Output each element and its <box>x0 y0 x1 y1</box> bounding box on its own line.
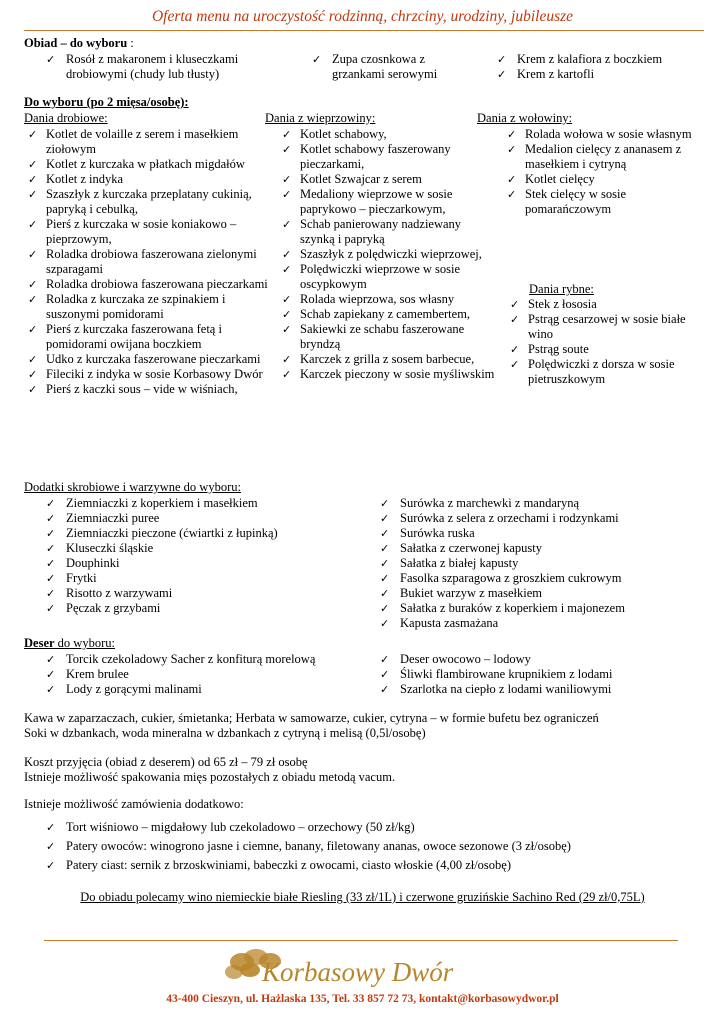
wolowe-list <box>503 127 703 217</box>
list-item <box>358 652 708 667</box>
check-icon: ✓ <box>46 572 56 585</box>
list-item-text: Kotlet schabowy, <box>300 127 387 141</box>
title-divider <box>24 30 704 31</box>
list-item <box>358 586 708 601</box>
list-item <box>278 367 498 382</box>
check-icon: ✓ <box>46 542 56 555</box>
list-item-text: Zupa czosnkowa z grzankami serowymi <box>332 52 438 81</box>
list-item-text: Polędwiczki wieprzowe w sosie oscypkowym <box>300 262 461 291</box>
list-item <box>24 322 269 352</box>
list-item <box>278 307 498 322</box>
check-icon: ✓ <box>28 293 38 306</box>
list-item <box>278 172 498 187</box>
check-icon: ✓ <box>380 572 390 585</box>
footer-address: 43-400 Cieszyn, ul. Hażlaska 135, Tel. 33 857 72 73, kontakt@korbasowydwor.pl <box>166 993 559 1005</box>
check-icon: ✓ <box>507 188 517 201</box>
check-icon: ✓ <box>28 278 38 291</box>
deser-heading <box>24 636 115 651</box>
list-item <box>278 292 498 307</box>
list-item-text: Frytki <box>66 571 97 585</box>
list-item <box>358 682 708 697</box>
check-icon: ✓ <box>282 293 292 306</box>
list-item-text: Kotlet de volaille z serem i masełkiem ziołowym <box>46 127 239 156</box>
check-icon: ✓ <box>312 53 322 66</box>
check-icon: ✓ <box>28 248 38 261</box>
list-item <box>358 667 708 682</box>
list-item-text: Roladka drobiowa faszerowana pieczarkami <box>46 277 268 291</box>
list-item <box>278 142 498 172</box>
check-icon: ✓ <box>282 263 292 276</box>
list-item <box>506 312 706 342</box>
check-icon: ✓ <box>46 840 56 853</box>
check-icon: ✓ <box>510 358 520 371</box>
list-item <box>358 571 708 586</box>
check-icon: ✓ <box>46 683 56 696</box>
list-item <box>278 262 498 292</box>
list-item <box>24 352 269 367</box>
dodatki-heading: Dodatki skrobiowe i warzywne do wyboru: <box>24 480 241 494</box>
list-item <box>278 247 498 262</box>
check-icon: ✓ <box>380 542 390 555</box>
footer-divider <box>44 940 678 941</box>
list-item-text: Patery owoców: winogrono jasne i ciemne, banany, filetowany ananas, owoce sezonowe (3 zł/osobę) <box>66 839 571 853</box>
list-item-text: Karczek pieczony w sosie myśliwskim <box>300 367 495 381</box>
check-icon: ✓ <box>507 128 517 141</box>
list-item-text: Risotto z warzywami <box>66 586 173 600</box>
wine-recommendation: Do obiadu polecamy wino niemieckie białe Riesling (33 zł/1L) i czerwone gruzińskie Sachino Red (29 zł/0,75L) <box>80 890 645 904</box>
list-item <box>24 367 269 382</box>
list-item-text: Stek z łososia <box>528 297 597 311</box>
list-item <box>506 357 706 387</box>
list-item <box>24 217 269 247</box>
check-icon: ✓ <box>28 383 38 396</box>
rybne-list <box>506 297 706 387</box>
check-icon: ✓ <box>46 668 56 681</box>
check-icon: ✓ <box>282 173 292 186</box>
koszt-block <box>24 755 714 785</box>
list-item <box>358 541 708 556</box>
list-item <box>475 67 705 82</box>
list-item <box>24 820 714 835</box>
list-item-text: Śliwki flambirowane krupnikiem z lodami <box>400 667 613 681</box>
list-item <box>278 217 498 247</box>
check-icon: ✓ <box>46 512 56 525</box>
logo-wordmark: Korbasowy Dwór <box>262 957 454 987</box>
list-item <box>506 297 706 312</box>
check-icon: ✓ <box>282 188 292 201</box>
deser-heading-bold: Deser <box>24 636 55 650</box>
list-item-text: Schab zapiekany z camembertem, <box>300 307 471 321</box>
list-item-text: Douphinki <box>66 556 120 570</box>
check-icon: ✓ <box>282 323 292 336</box>
deser-right <box>358 652 708 697</box>
list-item-text: Pstrąg cesarzowej w sosie białe wino <box>528 312 686 341</box>
check-icon: ✓ <box>46 497 56 510</box>
list-item-text: Kluseczki śląskie <box>66 541 154 555</box>
list-item-text: Karczek z grilla z sosem barbecue, <box>300 352 475 366</box>
list-item-text: Tort wiśniowo – migdałowy lub czekoladowo – orzechowy (50 zł/kg) <box>66 820 415 834</box>
list-item-text: Kotlet z indyka <box>46 172 124 186</box>
list-item <box>358 496 708 511</box>
list-item <box>358 556 708 571</box>
list-item <box>24 667 354 682</box>
check-icon: ✓ <box>46 653 56 666</box>
check-icon: ✓ <box>510 298 520 311</box>
list-item <box>290 52 470 82</box>
check-icon: ✓ <box>28 158 38 171</box>
check-icon: ✓ <box>497 53 507 66</box>
check-icon: ✓ <box>510 343 520 356</box>
list-item-text: Pierś z kaczki sous – vide w wiśniach, <box>46 382 238 396</box>
list-item-text: Kotlet Szwajcar z serem <box>300 172 422 186</box>
check-icon: ✓ <box>46 859 56 872</box>
obiad-heading: Obiad – do wyboru <box>24 36 128 50</box>
list-item-text: Pstrąg soute <box>528 342 589 356</box>
list-item <box>24 187 269 217</box>
list-item <box>503 127 703 142</box>
list-item <box>278 127 498 142</box>
check-icon: ✓ <box>28 368 38 381</box>
check-icon: ✓ <box>282 128 292 141</box>
check-icon: ✓ <box>497 68 507 81</box>
dodatki-right <box>358 496 708 631</box>
list-item-text: Fasolka szparagowa z groszkiem cukrowym <box>400 571 622 585</box>
list-item-text: Pierś z kurczaka w sosie koniakowo – pieprzowym, <box>46 217 237 246</box>
check-icon: ✓ <box>282 353 292 366</box>
check-icon: ✓ <box>282 308 292 321</box>
list-item <box>24 601 354 616</box>
napoje-line-2: Soki w dzbankach, woda mineralna w dzbankach z cytryną i melisą (0,5l/osobę) <box>24 726 426 740</box>
list-item-text: Szaszłyk z polędwiczki wieprzowej, <box>300 247 482 261</box>
list-item-text: Ziemniaczki puree <box>66 511 160 525</box>
list-item-text: Rolada wieprzowa, sos własny <box>300 292 455 306</box>
list-item <box>24 586 354 601</box>
check-icon: ✓ <box>28 353 38 366</box>
list-item-text: Fileciki z indyka w sosie Korbasowy Dwór <box>46 367 263 381</box>
list-item <box>24 652 354 667</box>
list-item <box>24 247 269 277</box>
list-item <box>278 322 498 352</box>
korbasowy-dwor-logo <box>220 948 510 990</box>
list-item-text: Kotlet z kurczaka w płatkach migdałów <box>46 157 245 171</box>
list-item-text: Krem z kartofli <box>517 67 595 81</box>
mieso-heading: Do wyboru (po 2 mięsa/osobę): <box>24 95 189 109</box>
check-icon: ✓ <box>380 497 390 510</box>
check-icon: ✓ <box>28 128 38 141</box>
list-item-text: Pierś z kurczaka faszerowana fetą i pomidorami owijana boczkiem <box>46 322 222 351</box>
list-item-text: Sałatka z czerwonej kapusty <box>400 541 542 555</box>
list-item <box>503 187 703 217</box>
obiad-col2 <box>290 52 470 82</box>
list-item-text: Lody z gorącymi malinami <box>66 682 202 696</box>
check-icon: ✓ <box>46 557 56 570</box>
check-icon: ✓ <box>46 53 56 66</box>
list-item <box>24 52 294 82</box>
list-item-text: Polędwiczki z dorsza w sosie pietruszkowym <box>528 357 675 386</box>
wieprzowe-label: Dania z wieprzowiny: <box>265 111 376 125</box>
list-item <box>24 496 354 511</box>
list-item-text: Krem brulee <box>66 667 129 681</box>
list-item <box>24 292 269 322</box>
list-item <box>24 682 354 697</box>
check-icon: ✓ <box>380 653 390 666</box>
list-item <box>24 556 354 571</box>
wieprzowe-list <box>278 127 498 382</box>
list-item-text: Torcik czekoladowy Sacher z konfiturą morelową <box>66 652 316 666</box>
check-icon: ✓ <box>380 587 390 600</box>
check-icon: ✓ <box>380 668 390 681</box>
check-icon: ✓ <box>282 143 292 156</box>
list-item <box>24 541 354 556</box>
koszt-line-2: Istnieje możliwość spakowania mięs pozostałych z obiadu metodą vacum. <box>24 770 396 784</box>
check-icon: ✓ <box>28 323 38 336</box>
check-icon: ✓ <box>507 173 517 186</box>
list-item-text: Kotlet schabowy faszerowany pieczarkami, <box>300 142 451 171</box>
napoje-line-1: Kawa w zaparzaczach, cukier, śmietanka; Herbata w samowarze, cukier, cytryna – w formie bufetu bez ograniczeń <box>24 711 599 725</box>
check-icon: ✓ <box>282 368 292 381</box>
list-item <box>278 187 498 217</box>
check-icon: ✓ <box>380 557 390 570</box>
check-icon: ✓ <box>380 683 390 696</box>
list-item <box>24 839 714 854</box>
list-item <box>358 526 708 541</box>
koszt-line-1: Koszt przyjęcia (obiad z deserem) od 65 zł – 79 zł osobę <box>24 755 308 769</box>
check-icon: ✓ <box>380 512 390 525</box>
list-item-text: Sakiewki ze schabu faszerowane bryndzą <box>300 322 465 351</box>
list-item-text: Roladka z kurczaka ze szpinakiem i suszonymi pomidorami <box>46 292 226 321</box>
list-item <box>358 511 708 526</box>
list-item-text: Medalion cielęcy z ananasem z masełkiem i cytryną <box>525 142 682 171</box>
check-icon: ✓ <box>380 617 390 630</box>
list-item <box>24 526 354 541</box>
dodatki-left <box>24 496 354 616</box>
list-item-text: Schab panierowany nadziewany szynką i papryką <box>300 217 462 246</box>
check-icon: ✓ <box>46 821 56 834</box>
obiad-col1 <box>24 52 294 82</box>
list-item <box>358 616 708 631</box>
list-item <box>24 127 269 157</box>
rybne-label: Dania rybne: <box>529 282 594 296</box>
list-item <box>24 511 354 526</box>
list-item-text: Rosół z makaronem i kluseczkami drobiowymi (chudy lub tłusty) <box>66 52 239 81</box>
list-item <box>503 142 703 172</box>
list-item-text: Surówka z marchewki z mandaryną <box>400 496 580 510</box>
check-icon: ✓ <box>380 602 390 615</box>
list-item <box>475 52 705 67</box>
list-item-text: Surówka z selera z orzechami i rodzynkami <box>400 511 619 525</box>
list-item <box>24 277 269 292</box>
list-item-text: Deser owocowo – lodowy <box>400 652 531 666</box>
check-icon: ✓ <box>380 527 390 540</box>
menu-title: Oferta menu na uroczystość rodzinną, chrzciny, urodziny, jubileusze <box>151 8 574 25</box>
deser-heading-rest: do wyboru: <box>54 636 115 650</box>
list-item-text: Sałatka z buraków z koperkiem i majonezem <box>400 601 625 615</box>
list-item <box>358 601 708 616</box>
deser-left <box>24 652 354 697</box>
check-icon: ✓ <box>282 248 292 261</box>
list-item-text: Kotlet cielęcy <box>525 172 595 186</box>
check-icon: ✓ <box>507 143 517 156</box>
list-item <box>24 382 269 397</box>
obiad-heading-line <box>24 36 134 51</box>
list-item-text: Ziemniaczki pieczone (ćwiartki z łupinką) <box>66 526 278 540</box>
list-item-text: Roladka drobiowa faszerowana zielonymi szparagami <box>46 247 257 276</box>
list-item-text: Pęczak z grzybami <box>66 601 161 615</box>
wolowe-label: Dania z wołowiny: <box>477 111 573 125</box>
check-icon: ✓ <box>46 587 56 600</box>
list-item-text: Udko z kurczaka faszerowane pieczarkami <box>46 352 261 366</box>
list-item <box>24 172 269 187</box>
list-item-text: Surówka ruska <box>400 526 475 540</box>
list-item-text: Ziemniaczki z koperkiem i masełkiem <box>66 496 258 510</box>
list-item <box>503 172 703 187</box>
obiad-colon: : <box>127 36 134 50</box>
list-item-text: Szaszłyk z kurczaka przeplatany cukinią, papryką i cebulką, <box>46 187 252 216</box>
napoje-block <box>24 711 714 741</box>
list-item-text: Szarlotka na ciepło z lodami waniliowymi <box>400 682 612 696</box>
list-item <box>506 342 706 357</box>
list-item <box>24 571 354 586</box>
check-icon: ✓ <box>510 313 520 326</box>
list-item-text: Rolada wołowa w sosie własnym <box>525 127 692 141</box>
list-item <box>24 858 714 873</box>
obiad-col3 <box>475 52 705 82</box>
list-item-text: Patery ciast: sernik z brzoskwiniami, babeczki z owocami, ciasto włoskie (4,00 zł/osobę) <box>66 858 512 872</box>
list-item-text: Medaliony wieprzowe w sosie paprykowo – pieczarkowym, <box>300 187 453 216</box>
list-item-text: Krem z kalafiora z boczkiem <box>517 52 663 66</box>
list-item-text: Kapusta zasmażana <box>400 616 499 630</box>
list-item-text: Stek cielęcy w sosie pomarańczowym <box>525 187 627 216</box>
drobiowe-label: Dania drobiowe: <box>24 111 108 125</box>
check-icon: ✓ <box>28 218 38 231</box>
drobiowe-list <box>24 127 269 397</box>
list-item <box>24 157 269 172</box>
list-item-text: Sałatka z białej kapusty <box>400 556 519 570</box>
list-item-text: Bukiet warzyw z masełkiem <box>400 586 542 600</box>
list-item <box>278 352 498 367</box>
check-icon: ✓ <box>46 602 56 615</box>
check-icon: ✓ <box>28 188 38 201</box>
check-icon: ✓ <box>46 527 56 540</box>
logo-graphic <box>220 948 510 990</box>
check-icon: ✓ <box>282 218 292 231</box>
check-icon: ✓ <box>28 173 38 186</box>
dodatkowo-list <box>24 820 714 877</box>
dodatkowo-intro: Istnieje możliwość zamówienia dodatkowo: <box>24 797 244 811</box>
